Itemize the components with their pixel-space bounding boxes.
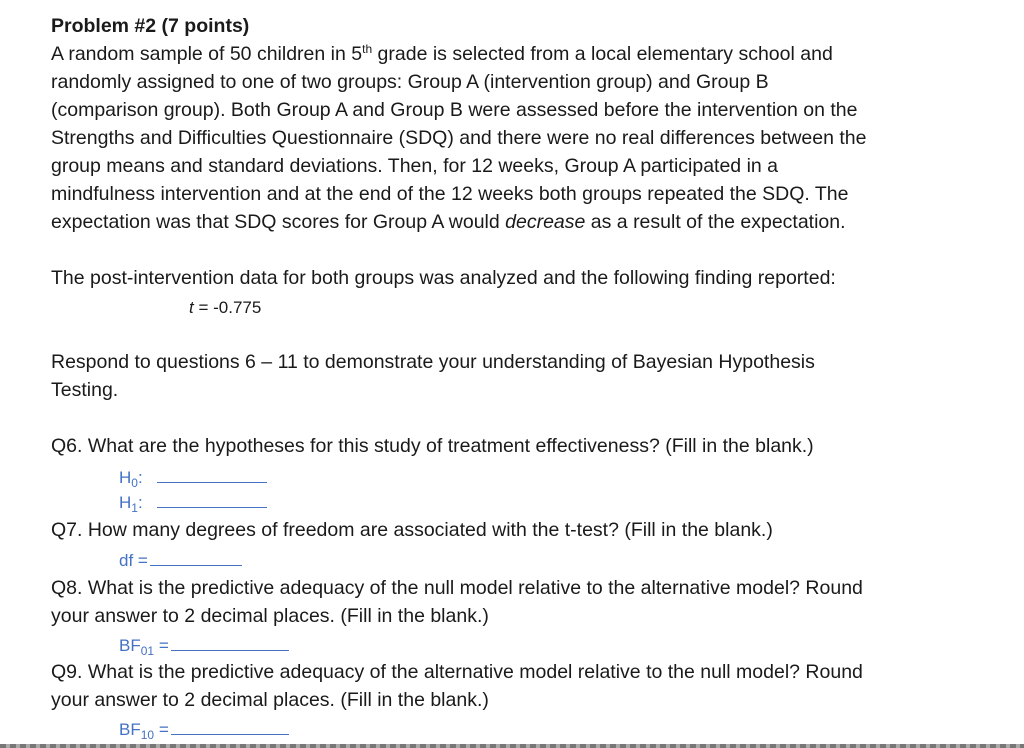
page-bottom-edge — [0, 744, 1024, 748]
q6-h1-blank[interactable] — [157, 491, 267, 508]
intro-line-4: Strengths and Difficulties Questionnaire (SDQ) and there were no real differences between the — [51, 127, 867, 149]
q7-df-blank[interactable] — [150, 549, 242, 566]
t-statistic: t = -0.775 — [189, 298, 262, 317]
q8-line-1: Q8. What is the predictive adequacy of the null model relative to the alternative model? Round — [51, 577, 863, 599]
q9-bf10-blank[interactable] — [171, 718, 289, 735]
q9-bf10-answer[interactable]: $BF_{10}$ = — [119, 718, 289, 741]
intro-line-1: A random sample of 50 children in 5th grade is selected from a local elementary school and — [51, 42, 833, 65]
q9-line-2: your answer to 2 decimal places. (Fill in the blank.) — [51, 689, 489, 711]
intro-line-7: expectation was that SDQ scores for Group A would decrease as a result of the expectation. — [51, 211, 846, 233]
q6-h1-answer[interactable]: $H_1$: — [119, 491, 267, 514]
q6-h0-blank[interactable] — [157, 466, 267, 483]
q8-line-2: your answer to 2 decimal places. (Fill in the blank.) — [51, 605, 489, 627]
finding-text: The post-intervention data for both groups was analyzed and the following finding reported: — [51, 267, 836, 289]
q7-df-answer[interactable]: df = — [119, 549, 242, 572]
q8-bf01-blank[interactable] — [171, 634, 289, 651]
q8-bf01-answer[interactable]: $BF_{01}$ = — [119, 634, 289, 657]
problem-title: Problem #2 (7 points) — [51, 15, 250, 37]
respond-line-1: Respond to questions 6 – 11 to demonstrate your understanding of Bayesian Hypothesis — [51, 351, 815, 373]
q9-line-1: Q9. What is the predictive adequacy of the alternative model relative to the null model? Round — [51, 661, 863, 683]
respond-line-2: Testing. — [51, 379, 119, 401]
q6-h0-answer[interactable]: $H_0$: — [119, 466, 267, 489]
intro-line-3: (comparison group). Both Group A and Group B were assessed before the intervention on the — [51, 99, 858, 121]
q7-text: Q7. How many degrees of freedom are associated with the t-test? (Fill in the blank.) — [51, 519, 773, 541]
intro-line-5: group means and standard deviations. Then, for 12 weeks, Group A participated in a — [51, 155, 779, 177]
q6-text: Q6. What are the hypotheses for this study of treatment effectiveness? (Fill in the blank.) — [51, 435, 814, 457]
intro-line-6: mindfulness intervention and at the end of the 12 weeks both groups repeated the SDQ. The — [51, 183, 849, 205]
intro-line-2: randomly assigned to one of two groups: Group A (intervention group) and Group B — [51, 71, 769, 93]
